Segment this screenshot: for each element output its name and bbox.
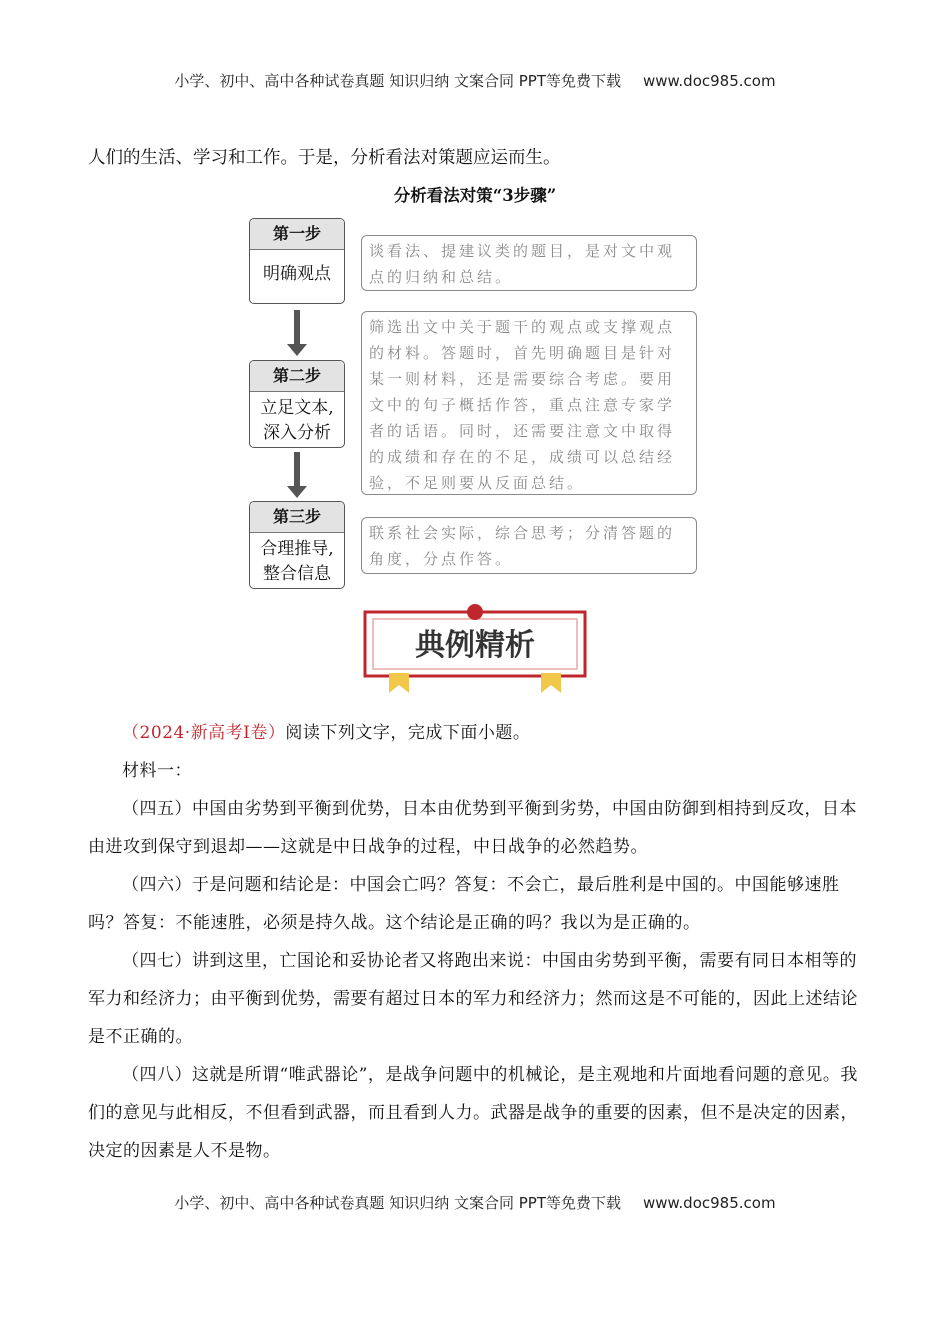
paragraph: （四五）中国由劣势到平衡到优势，日本由优势到平衡到劣势，中国由防御到相持到反攻，日本由进攻到保守到退却——这就是中日战争的过程，中日战争的必然趋势。 [88, 799, 857, 857]
paragraph: （四七）讲到这里，亡国论和妥协论者又将跑出来说：中国由劣势到平衡，需要有同日本相等的军力和经济力；由平衡到优势，需要有超过日本的军力和经济力；然而这是不可能的，因此上述结论是不正确的。 [88, 951, 858, 1047]
step-2-line-1: 立足文本, [260, 398, 334, 418]
down-arrow-icon [292, 310, 302, 356]
page-header [0, 70, 950, 91]
step-2-label: 第二步 [250, 361, 344, 392]
step-1-line-1: 明确观点 [263, 264, 331, 284]
question-instruction: 阅读下列文字，完成下面小题。 [285, 723, 531, 743]
paragraph: （四八）这就是所谓“唯武器论”，是战争问题中的机械论，是主观地和片面地看问题的意见。我们的意见与此相反，不但看到武器，而且看到人力。武器是战争的重要的因素，但不是决定的因素，决定的因素是人不是物。 [88, 1065, 858, 1161]
step-3-box [249, 501, 345, 589]
paragraph: （四六）于是问题和结论是：中国会亡吗？答复：不会亡，最后胜利是中国的。中国能够速胜吗？答复：不能速胜，必须是持久战。这个结论是正确的吗？我以为是正确的。 [88, 875, 840, 933]
step-3-description: 联系社会实际，综合思考；分清答题的角度，分点作答。 [361, 517, 697, 574]
down-arrow-icon [292, 452, 302, 498]
step-1-label: 第一步 [250, 219, 344, 250]
step-3-line-2: 整合信息 [263, 564, 331, 584]
ribbon-left-icon [389, 673, 409, 693]
header-site-link[interactable]: www.doc985.com [642, 72, 776, 90]
question-block [88, 714, 863, 1170]
step-3-line-1: 合理推导, [260, 539, 334, 559]
material-label: 材料一： [122, 761, 192, 781]
question-source: （2024·新高考Ⅰ卷） [122, 723, 286, 743]
header-text: 小学、初中、高中各种试卷真题 知识归纳 文案合同 PPT等免费下载 [174, 72, 621, 90]
step-2-box [249, 360, 345, 448]
step-2-description: 筛选出文中关于题干的观点或支撑观点的材料。答题时，首先明确题目是针对某一则材料，还是需要综合考虑。要用文中的句子概括作答，重点注意专家学者的话语。同时，还需要注意文中取得的成绩和存在的不足，成绩可以总结经验，不足则要从反面总结。 [361, 311, 697, 495]
footer-site-link[interactable]: www.doc985.com [642, 1194, 776, 1212]
page-footer [0, 1192, 950, 1213]
chart-title: 分析看法对策“3步骤” [393, 186, 557, 205]
intro-text: 人们的生活、学习和工作。于是，分析看法对策题应运而生。 [88, 148, 561, 168]
question-intro [88, 714, 863, 752]
footer-text: 小学、初中、高中各种试卷真题 知识归纳 文案合同 PPT等免费下载 [174, 1194, 621, 1212]
step-1-box [249, 218, 345, 304]
step-3-label: 第三步 [250, 502, 344, 533]
example-banner [361, 603, 589, 693]
ribbon-right-icon [541, 673, 561, 693]
banner-dot-icon [467, 604, 483, 620]
step-2-line-2: 深入分析 [263, 423, 331, 443]
banner-title: 典例精析 [415, 628, 535, 663]
step-1-description: 谈看法、提建议类的题目，是对文中观点的归纳和总结。 [361, 235, 697, 291]
